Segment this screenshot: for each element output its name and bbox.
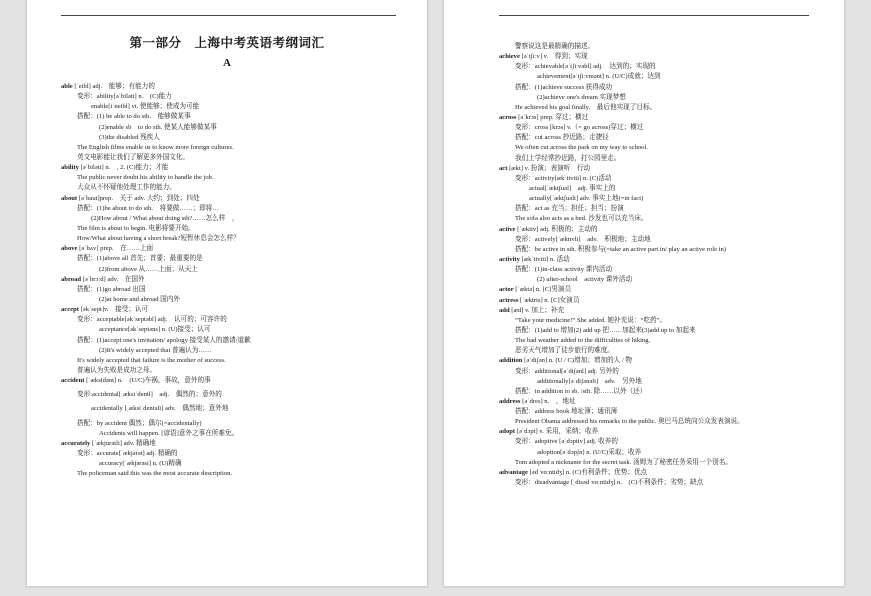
entry-text: [əˈbiləti] n. , 2. (C)能力；才能: [78, 164, 169, 172]
header-rule: [61, 15, 396, 16]
entry-text: 变形：additional[əˈdiʃənl] adj. 另外的: [515, 367, 619, 375]
entry-text: 变形：disadvantage [ˌdisədˈvɑːntidʒ] n. (C)不利条件；劣势；缺点: [515, 479, 704, 487]
entry-headword-line: [61, 439, 401, 449]
entry-detail-line: [61, 295, 401, 305]
entry-text: The public never doubt his ability to handle the job.: [77, 174, 214, 182]
entry-text: 搭配：in addition to sb. /sth. 除……以外（还）: [515, 387, 647, 395]
entry-detail-line: [61, 183, 401, 193]
entry-headword-line: [61, 194, 401, 204]
headword: accept: [61, 306, 79, 314]
entry-text: 搭配：address book 地址簿；通讯簿: [515, 408, 618, 416]
entry-detail-line: [499, 42, 829, 52]
entry-headword-line: [499, 468, 829, 478]
entry-detail-line: [61, 214, 401, 224]
entry-text: [ˈæktə] n. [C]男演员: [513, 286, 572, 294]
entry-detail-line: [61, 234, 401, 244]
entry-text: [ədˈvɑːntidʒ] n. (C)有利条件；优势；优点: [527, 468, 648, 476]
entry-headword-line: [499, 52, 829, 62]
entry-detail-line: [61, 459, 401, 469]
entry-detail-line: [61, 224, 401, 234]
entry-text: [əˈdiʃən] n. (U / C)增加；增加的人 / 物: [522, 357, 632, 365]
entry-text: [əˈtʃiːv] v. 得到；实现: [519, 53, 588, 61]
entry-detail-line: [499, 346, 829, 356]
entry-text: 变形：adoptive [əˈdɔptiv] adj. 收养的: [515, 438, 618, 446]
entry-text: [æd] v. 加上；补充: [509, 306, 565, 314]
headword: ability: [61, 164, 79, 172]
entry-detail-line: [61, 315, 401, 325]
entry-text: (3)the disabled 残疾人: [99, 133, 160, 141]
entry-detail-line: [499, 336, 829, 346]
entry-text: 普遍认为失败是成功之母。: [77, 366, 157, 374]
entry-detail-line: [499, 316, 829, 326]
entry-headword-line: [499, 164, 829, 174]
entry-text: [ækˈtiviti] n. 活动: [519, 255, 570, 263]
entry-text: [əˈkrɔs] prep. 穿过；横过: [516, 113, 589, 121]
entry-detail-line: [61, 336, 401, 346]
entry-detail-line: [61, 204, 401, 214]
entry-text: (2)enable sb to do sth. 使某人能够做某事: [99, 123, 217, 131]
entry-headword-line: [499, 296, 829, 306]
entry-detail-line: [61, 123, 401, 133]
entry-text: (2)from above 从……上面；从天上: [99, 265, 198, 273]
entry-detail-line: [61, 265, 401, 275]
entry-detail-line: [499, 62, 829, 72]
entry-headword-line: [499, 397, 829, 407]
entry-text: actually[ˈæktʃuəli] adv. 事实上地(=in fact): [529, 195, 644, 203]
entry-text: 警察说这是最精确的描述。: [515, 43, 595, 50]
entry-text: 变形:accidental[ˌæksiˈdentl] adj. 偶然的；意外的: [77, 391, 222, 399]
entry-text: He achieved his goal finally. 最后他实现了目标。: [515, 103, 657, 111]
entry-detail-line: [499, 133, 829, 143]
entry-detail-line: [61, 449, 401, 459]
document-page-right: [444, 0, 844, 586]
entry-detail-line: [499, 458, 829, 468]
entry-headword-line: [61, 305, 401, 315]
headword: accurately: [61, 439, 91, 447]
entry-detail-line: [499, 245, 829, 255]
entry-text: [əˈbrɔːd] adv. 在国外: [81, 275, 145, 283]
entry-text: 变形：actively[ˈæktɪvli] adv. 积极地；主动地: [515, 235, 651, 243]
entry-text: 搭配：(1)go abroad 出国: [77, 285, 146, 293]
document-page-left: [27, 0, 427, 586]
headword: add: [499, 306, 510, 314]
entry-text: [ˈæktiv] adj. 积极的；主动的: [515, 225, 598, 233]
entry-text: The film is about to begin. 电影将要开始。: [77, 224, 195, 232]
entry-detail-line: [499, 184, 829, 194]
entry-detail-line: [61, 356, 401, 366]
entry-detail-line: [61, 112, 401, 122]
entry-text: 搭配：cut across 抄近路；走捷径: [515, 134, 609, 142]
entry-detail-line: [499, 143, 829, 153]
entry-text: accuracy[ˈækjərəsi] n. (U)精确: [99, 460, 182, 468]
entry-text: The English films enable us to know more foreign cultures.: [77, 143, 234, 151]
entry-headword-line: [499, 255, 829, 265]
entry-text: accidentally [ˌæksiˈdentəli] adv. 偶然地；意外地: [91, 405, 229, 413]
entry-detail-line: [499, 275, 829, 285]
headword: above: [61, 245, 78, 253]
entry-headword-line: [499, 356, 829, 366]
entry-detail-line: [499, 448, 829, 458]
entry-detail-line: [61, 325, 401, 335]
headword: advantage: [499, 468, 528, 476]
entry-text: 搭配：by accident 偶然；偶尔(=accidentally): [77, 419, 202, 427]
headword: achieve: [499, 53, 520, 61]
section-letter: A: [223, 57, 231, 69]
entry-text: [ækt] v. 扮演；表演听 行动: [507, 164, 591, 172]
headword: able: [61, 83, 73, 90]
entry-text: 搭配：(1)accept one's invitation/ apology 接受某人的邀请/道歉: [77, 336, 251, 344]
entry-text: 变形：accurate[ˈækjərət] adj. 精确的: [77, 449, 178, 457]
entry-text: [əˈbaut]prep. 关于 adv. 大约；到处；四处: [77, 194, 200, 202]
entry-detail-line: [61, 346, 401, 356]
entry-detail-line: [61, 285, 401, 295]
entry-text: 搭配：act as 充当；担任；担当；扮演: [515, 205, 624, 213]
entry-detail-line: [499, 478, 829, 488]
entry-detail-line: [499, 326, 829, 336]
entry-text: (2)at home and abroad 国内外: [99, 295, 180, 303]
entry-text: (2) after-school activity 课外活动: [537, 276, 633, 284]
vocabulary-entries-left: [61, 82, 401, 479]
entry-text: President Obama addressed his remarks to the public. 奥巴马总统向公众发表演说。: [515, 418, 744, 426]
entry-detail-line: [499, 407, 829, 417]
entry-text: 我们上学经常抄近路，打公园里走。: [515, 154, 621, 162]
entry-text: 变形：ability[əˈbiləti] n. (C)能力: [77, 93, 172, 101]
vocabulary-entries-right: [499, 42, 829, 488]
entry-text: [əˈbʌv] prep. 在……上面: [77, 245, 154, 253]
entry-headword-line: [61, 244, 401, 254]
entry-text: [əˈdres] n. ，地址: [520, 397, 576, 405]
entry-text: 大众从不怀疑他处理工作的能力。: [77, 184, 176, 192]
entry-text: Accidents will happen. [谚语]意外之事在所难免。: [99, 429, 239, 437]
entry-text: adoption[əˈdɔpʃn] n. (U/C)采取；收养: [537, 448, 642, 456]
entry-text: Tom adopted a nickname for the secret task. 汤姆为了秘密任务采用一个别名。: [515, 458, 732, 466]
entry-headword-line: [61, 163, 401, 173]
entry-detail-line: [61, 404, 401, 414]
entry-text: How/What about having a short break?短暂休息会怎么样？: [77, 235, 240, 243]
entry-text: 搭配：(1) be able to do sth. 能够做某事: [77, 113, 191, 121]
entry-text: [ˈæktris] n. [C]女演员: [518, 296, 580, 304]
entry-text: acceptance[əkˈseptəns] n. (U)接受；认可: [99, 326, 211, 334]
entry-detail-line: [61, 390, 401, 400]
entry-text: 搭配：(1)achieve success 获得成功: [515, 83, 613, 91]
entry-text: [əkˈsept]v. 接受；认可: [78, 306, 149, 314]
entry-headword-line: [61, 82, 401, 92]
entry-detail-line: [61, 133, 401, 143]
entry-detail-line: [499, 103, 829, 113]
entry-detail-line: [61, 429, 401, 439]
headword: adopt: [499, 428, 516, 436]
entry-text: (2)achieve one's dream 实现梦想: [537, 93, 626, 101]
entry-text: 变形：achievable[əˈtʃiːvəbl] adj. 达到的；实现的: [515, 63, 656, 71]
entry-text: 变形：cross [krɔs] v.（= go across)穿过；横过: [515, 124, 644, 132]
headword: active: [499, 225, 516, 233]
headword: about: [61, 194, 78, 202]
entry-detail-line: [61, 92, 401, 102]
entry-detail-line: [499, 235, 829, 245]
entry-detail-line: [499, 83, 829, 93]
entry-headword-line: [61, 376, 401, 386]
headword: activity: [499, 255, 520, 263]
entry-detail-line: [499, 417, 829, 427]
entry-text: (2)How about / What about doing sth?……怎么样 ，: [91, 214, 239, 222]
headword: actor: [499, 286, 514, 294]
entry-text: It's widely accepted that failure is the mother of success.: [77, 356, 226, 364]
entry-detail-line: [61, 419, 401, 429]
entry-text: additionally[əˈdiʃənəli] adv. 另外地: [537, 377, 642, 385]
entry-detail-line: [61, 173, 401, 183]
entry-text: [əˈdɔpt] v. 采用，采纳；收养: [515, 428, 599, 436]
entry-detail-line: [61, 143, 401, 153]
entry-detail-line: [499, 214, 829, 224]
entry-text: The sofa also acts as a bed. 沙发也可以充当床。: [515, 215, 648, 223]
header-rule: [499, 15, 809, 16]
entry-detail-line: [499, 387, 829, 397]
entry-text: 变形：acceptable[əkˈseptəbl] adj. 认可的；可容许的: [77, 316, 227, 324]
entry-detail-line: [499, 72, 829, 82]
entry-detail-line: [499, 93, 829, 103]
entry-text: 搭配：(1)above all 首先；首要；最重要的是: [77, 255, 203, 263]
entry-text: (2)It's widely accepted that 普遍认为……: [99, 346, 212, 354]
entry-text: We often cut across the park on my way to school.: [515, 144, 648, 152]
entry-text: achievement[əˈtʃiːvmənt] n. (U/C)成就；达到: [537, 73, 661, 81]
entry-detail-line: [499, 265, 829, 275]
headword: addition: [499, 357, 523, 365]
entry-detail-line: [499, 437, 829, 447]
entry-detail-line: [499, 123, 829, 133]
entry-headword-line: [499, 306, 829, 316]
entry-detail-line: [499, 204, 829, 214]
headword: across: [499, 113, 517, 121]
entry-text: 变形：activity[ækˈtiviti] n. (C)活动: [515, 174, 612, 182]
entry-headword-line: [499, 113, 829, 123]
entry-detail-line: [499, 377, 829, 387]
entry-text: 搭配：be active in sth. 积极参与(=take an active part in/ play an active role in): [515, 245, 726, 253]
entry-detail-line: [61, 254, 401, 264]
entry-headword-line: [499, 285, 829, 295]
entry-text: The bad weather added to the difficulties of hiking.: [515, 337, 651, 345]
entry-headword-line: [61, 275, 401, 285]
entry-detail-line: [61, 469, 401, 479]
entry-text: 恶劣天气增加了徒步旅行的难度。: [515, 347, 614, 355]
headword: abroad: [61, 275, 82, 283]
document-title: 第一部分 上海中考英语考纲词汇: [129, 36, 325, 50]
entry-detail-line: [499, 367, 829, 377]
entry-detail-line: [61, 102, 401, 112]
entry-text: [ˈeibl] adj. 能够；有能力的: [72, 83, 155, 90]
entry-text: [ˈæksidənt] n. (U/C)车祸，事故，意外的事: [84, 377, 211, 385]
headword: accident: [61, 377, 85, 385]
entry-text: “Take your medicine!” She added. 她补充说：“吃药”。: [515, 316, 667, 324]
entry-text: enable[iˈneibl] vt. 使能够；使成为可能: [91, 103, 200, 111]
entry-detail-line: [499, 194, 829, 204]
entry-text: 搭配：(1)be about to do sth. 将要做……；即将…: [77, 204, 219, 212]
headword: act: [499, 164, 508, 172]
entry-detail-line: [499, 154, 829, 164]
entry-headword-line: [499, 427, 829, 437]
entry-text: 搭配：(1)in-class activity 课内活动: [515, 266, 613, 274]
headword: actress: [499, 296, 519, 304]
entry-text: 搭配：(1)add to 增加(2) add up 把……加起来(3)add up to 加起来: [515, 326, 696, 334]
entry-text: The policeman said this was the most accurate description.: [77, 470, 233, 478]
entry-detail-line: [61, 366, 401, 376]
entry-text: actual[ˈæktʃuəl] adj. 事实上的: [529, 184, 616, 192]
entry-text: [ˈækjurətli] adv. 精确地: [90, 439, 156, 447]
entry-detail-line: [499, 174, 829, 184]
entry-detail-line: [61, 153, 401, 163]
headword: address: [499, 397, 521, 405]
entry-headword-line: [499, 225, 829, 235]
entry-text: 英文电影能让我们了解更多外国文化。: [77, 153, 190, 161]
